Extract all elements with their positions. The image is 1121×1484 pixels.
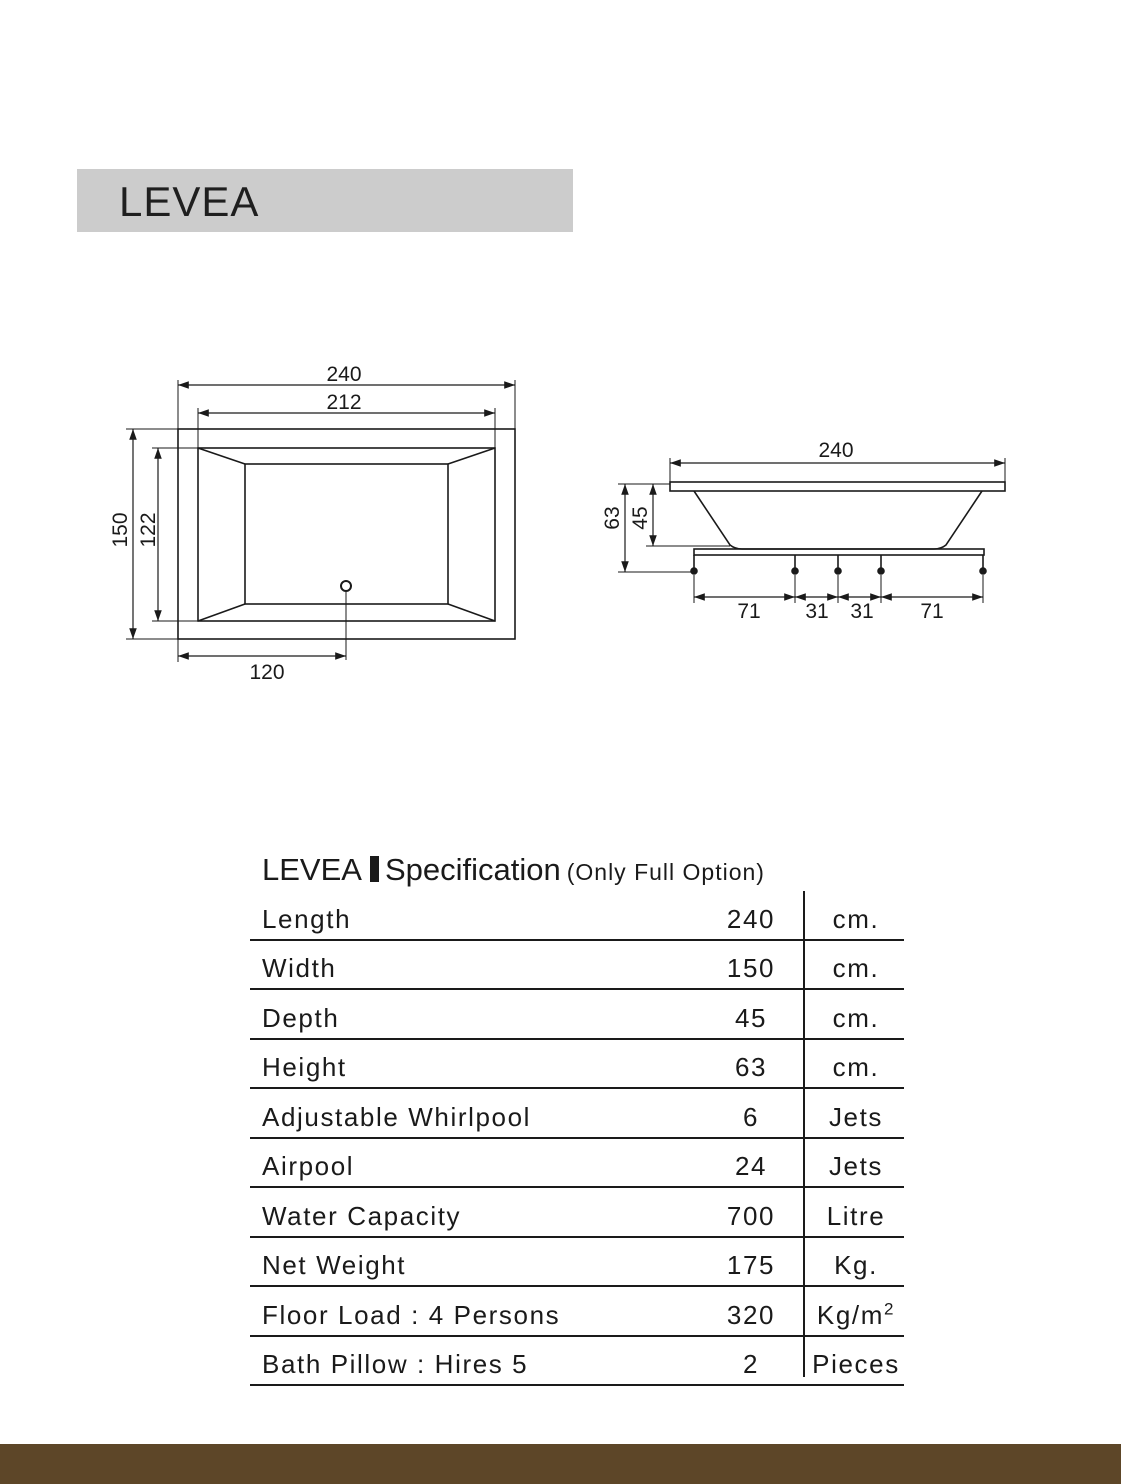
row-label: Water Capacity	[262, 1200, 462, 1231]
row-unit: cm.	[832, 1052, 880, 1082]
plan-view	[126, 380, 515, 662]
spec-heading-note: (Only Full Option)	[566, 859, 765, 885]
table-row	[250, 1139, 904, 1189]
row-unit: Kg.	[834, 1250, 878, 1280]
side-view	[618, 458, 1005, 603]
row-unit-base: Kg/m	[816, 1299, 885, 1330]
table-row	[250, 941, 904, 991]
row-label: Adjustable Whirlpool	[262, 1101, 532, 1132]
row-unit: Jets	[828, 1101, 884, 1132]
plan-inner-width-label: 122	[137, 512, 160, 548]
row-value: 2	[742, 1349, 760, 1379]
table-row	[250, 1089, 904, 1139]
plan-drain-offset-label: 120	[249, 661, 285, 684]
spec-heading-model: LEVEA	[262, 852, 362, 887]
table-row	[250, 990, 904, 1040]
row-unit: cm.	[832, 953, 880, 983]
row-value: 6	[742, 1101, 760, 1132]
row-value: 320	[726, 1299, 776, 1330]
row-value: 63	[734, 1052, 768, 1082]
leg-spacing-label: 31	[850, 600, 874, 623]
row-value: 45	[734, 1002, 768, 1033]
footer-bar	[0, 1444, 1121, 1484]
row-unit-exponent: 2	[884, 1298, 896, 1318]
row-value: 700	[726, 1200, 776, 1231]
spec-table	[250, 891, 904, 1386]
tub-basin-floor	[245, 464, 448, 604]
row-value: 24	[734, 1151, 768, 1181]
technical-drawing	[0, 0, 1121, 720]
side-depth-label: 45	[629, 506, 652, 530]
spec-heading	[262, 852, 765, 888]
table-row	[250, 1238, 904, 1288]
row-unit: Pieces	[812, 1349, 900, 1379]
row-unit: Jets	[828, 1151, 884, 1181]
row-unit	[806, 1300, 906, 1331]
spec-heading-word: Specification	[384, 852, 561, 887]
row-value: 240	[726, 903, 776, 934]
row-label: Height	[262, 1052, 347, 1082]
row-label: Net Weight	[262, 1250, 407, 1280]
plan-overall-length-label: 240	[326, 363, 362, 386]
leg-spacing-label: 71	[737, 600, 761, 623]
drain-icon	[341, 581, 351, 591]
heading-bar-icon	[370, 856, 379, 882]
row-unit: cm.	[832, 1002, 880, 1033]
row-label: Width	[262, 953, 337, 983]
table-row	[250, 891, 904, 941]
row-unit: cm.	[832, 903, 880, 934]
row-label: Airpool	[262, 1151, 355, 1181]
table-row	[250, 1287, 904, 1337]
tub-base	[694, 549, 984, 555]
row-label: Floor Load : 4 Persons	[262, 1299, 561, 1330]
row-unit: Litre	[826, 1200, 886, 1231]
tub-rim	[670, 482, 1005, 491]
tub-body	[694, 491, 982, 549]
row-value: 150	[726, 953, 776, 983]
row-label: Length	[262, 903, 352, 934]
plan-overall-width-label: 150	[109, 512, 132, 548]
product-title: LEVEA	[119, 178, 260, 225]
row-label: Depth	[262, 1002, 340, 1033]
table-row	[250, 1040, 904, 1090]
leg-spacing-label: 31	[805, 600, 829, 623]
table-row	[250, 1337, 904, 1387]
side-overall-length-label: 240	[818, 439, 854, 462]
plan-inner-length-label: 212	[326, 391, 362, 414]
table-row	[250, 1188, 904, 1238]
leg-spacing-label: 71	[920, 600, 944, 623]
row-label: Bath Pillow : Hires 5	[262, 1349, 529, 1379]
side-height-label: 63	[601, 506, 624, 530]
row-value: 175	[726, 1250, 776, 1280]
